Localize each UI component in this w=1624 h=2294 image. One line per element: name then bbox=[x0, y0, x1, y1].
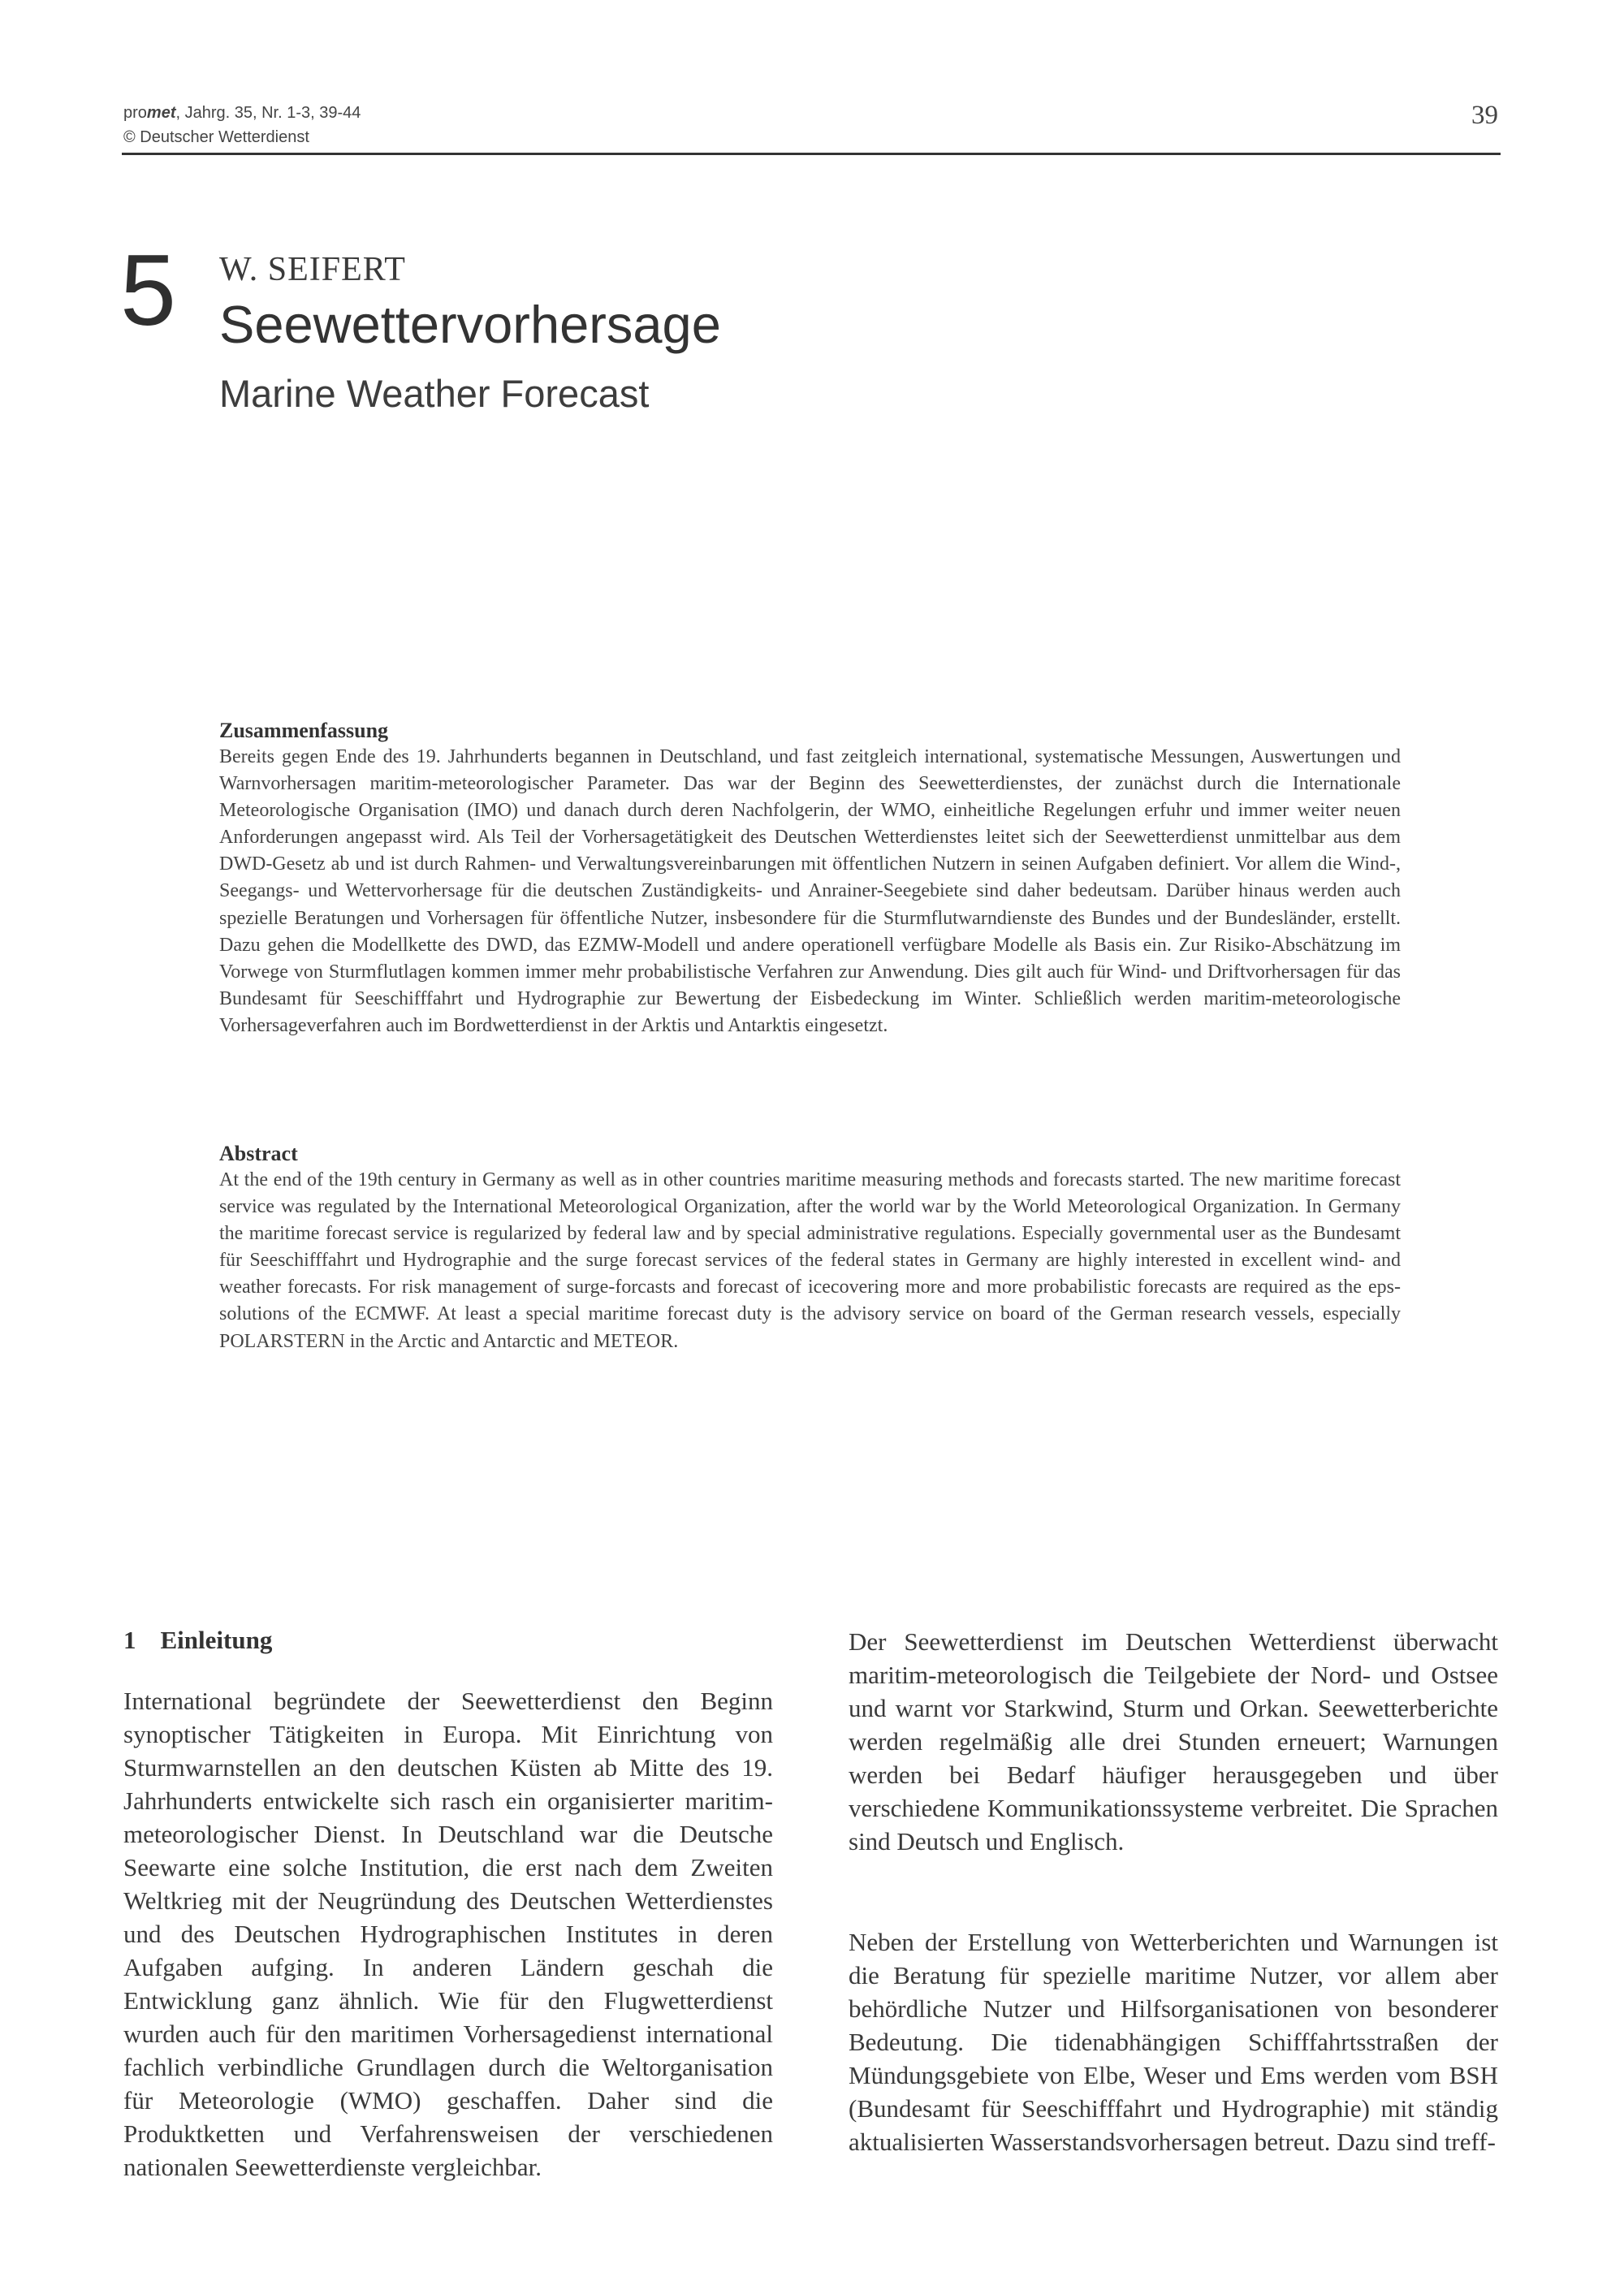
chapter-number: 5 bbox=[120, 235, 176, 347]
author-name: W. SEIFERT bbox=[219, 251, 406, 288]
article-title-german: Seewettervorhersage bbox=[219, 295, 721, 354]
body-paragraph-right-1: Der Seewetterdienst im Deutschen Wetterdienst überwacht maritim-meteorologisch die Teilgebiete der Nord- und Ostsee und warnt vor Starkwind, Sturm und Orkan. Seewetterberichte werden regelmäßig alle drei Stunden erneuert; Warnungen werden bei Bedarf häufiger herausgegeben und über verschiedene Kommunikationssysteme verbreitet. Die Sprachen sind Deutsch und Englisch. bbox=[849, 1627, 1498, 1856]
body-paragraph-left: International begründete der Seewetterdienst den Beginn synoptischer Tätigkeiten in Europa. Mit Einrichtung von Sturmwarnstellen an den deutschen Küsten ab Mitte des 19. Jahrhunderts entwickelte sich rasch ein organisierter maritim-meteorologischer Dienst. In Deutschland war die Deutsche Seewarte eine solche Institution, die erst nach dem Zweiten Weltkrieg mit der Neugründung des Deutschen Wetterdienstes und des Deutschen Hydrographischen Institutes in deren Aufgaben aufging. In anderen Ländern geschah die Entwicklung ganz ähnlich. Wie für den Flugwetterdienst wurden auch für den maritimen Vorhersagedienst international fachlich verbindliche Grundlagen durch die Weltorganisation für Meteorologie (WMO) geschaffen. Daher sind die Produktketten und Verfahrensweisen der verschiedenen nationalen Seewetterdienste vergleichbar. bbox=[123, 1687, 773, 2181]
section-number: 1 bbox=[123, 1626, 136, 1654]
journal-citation bbox=[123, 101, 361, 149]
journal-issue: , Jahrg. 35, Nr. 1-3, 39-44 bbox=[175, 104, 361, 122]
body-paragraph-right-2: Neben der Erstellung von Wetterberichten und Warnungen ist die Beratung für spezielle maritime Nutzer, vor allem aber behördliche Nutzer und Hilfsorganisationen von besonderer Bedeutung. Die tidenabhängigen Schifffahrtsstraßen der Mündungsgebiete von Elbe, Weser und Ems werden vom BSH (Bundesamt für Seeschifffahrt und Hydrographie) mit ständig aktualisierten Wasserstandsvorhersagen betreut. Dazu sind treff- bbox=[849, 1928, 1498, 2156]
page-number: 39 bbox=[1471, 101, 1498, 130]
zusammenfassung-heading: Zusammenfassung bbox=[219, 719, 389, 742]
header-divider bbox=[122, 153, 1501, 155]
copyright-line: © Deutscher Wetterdienst bbox=[123, 128, 309, 146]
section-heading bbox=[123, 1626, 272, 1655]
journal-name-emphasis: met bbox=[146, 104, 176, 122]
article-title-english: Marine Weather Forecast bbox=[219, 372, 650, 415]
zusammenfassung-text: Bereits gegen Ende des 19. Jahrhunderts begannen in Deutschland, und fast zeitgleich international, systematische Messungen, Auswertungen und Warnvorhersagen maritim-meteorologischer Parameter. Das war der Beginn des Seewetterdienstes, der zunächst durch die Internationale Meteorologische Organisation (IMO) und danach durch deren Nachfolgerin, der WMO, einheitliche Regelungen erfuhr und immer weiter neuen Anforderungen angepasst wird. Als Teil der Vorhersagetätigkeit des Deutschen Wetterdienstes leitet sich der Seewetterdienst unmittelbar aus dem DWD-Gesetz ab und ist durch Rahmen- und Verwaltungsvereinbarungen mit öffentlichen Nutzern in seinen Aufgaben definiert. Vor allem die Wind-, Seegangs- und Wettervorhersage für die deutschen Zuständigkeits- und Anrainer-Seegebiete sind daher bedeutsam. Darüber hinaus werden auch spezielle Beratungen und Vorhersagen für öffentliche Nutzer, insbesondere für die Sturmflutwarndienste des Bundes und der Bundesländer, erstellt. Dazu gehen die Modellkette des DWD, das EZMW-Modell und andere operationell verfügbare Modelle als Basis ein. Zur Risiko-Abschätzung im Vorwege von Sturmflutlagen kommen immer mehr probabilistische Verfahren zur Anwendung. Dies gilt auch für Wind- und Driftvorhersagen für das Bundesamt für Seeschifffahrt und Hydrographie zur Bewertung der Eisbedeckung im Winter. Schließlich werden maritim-meteorologische Vorhersageverfahren auch im Bordwetterdienst in der Arktis und Antarktis eingesetzt. bbox=[219, 746, 1401, 1036]
section-title: Einleitung bbox=[160, 1626, 273, 1654]
abstract-text: At the end of the 19th century in Germany as well as in other countries maritime measuring methods and forecasts started. The new maritime forecast service was regulated by the International Meteorological Organization, after the world war by the World Meteorological Organization. In Germany the maritime forecast service is regularized by federal law and by special administrative regulations. Especially governmental user as the Bundesamt für Seeschifffahrt und Hydrographie and the surge forecast services of the federal states in Germany are highly interested in excellent wind- and weather forecasts. For risk management of surge-forcasts and forecast of icecovering more and more probabilistic forecasts are required as the eps-solutions of the ECMWF. At least a special maritime forecast duty is the advisory service on board of the German research vessels, especially POLARSTERN in the Arctic and Antarctic and METEOR. bbox=[219, 1169, 1401, 1352]
abstract-heading: Abstract bbox=[219, 1142, 298, 1165]
journal-reference bbox=[123, 101, 361, 125]
journal-name-prefix: pro bbox=[123, 104, 147, 122]
